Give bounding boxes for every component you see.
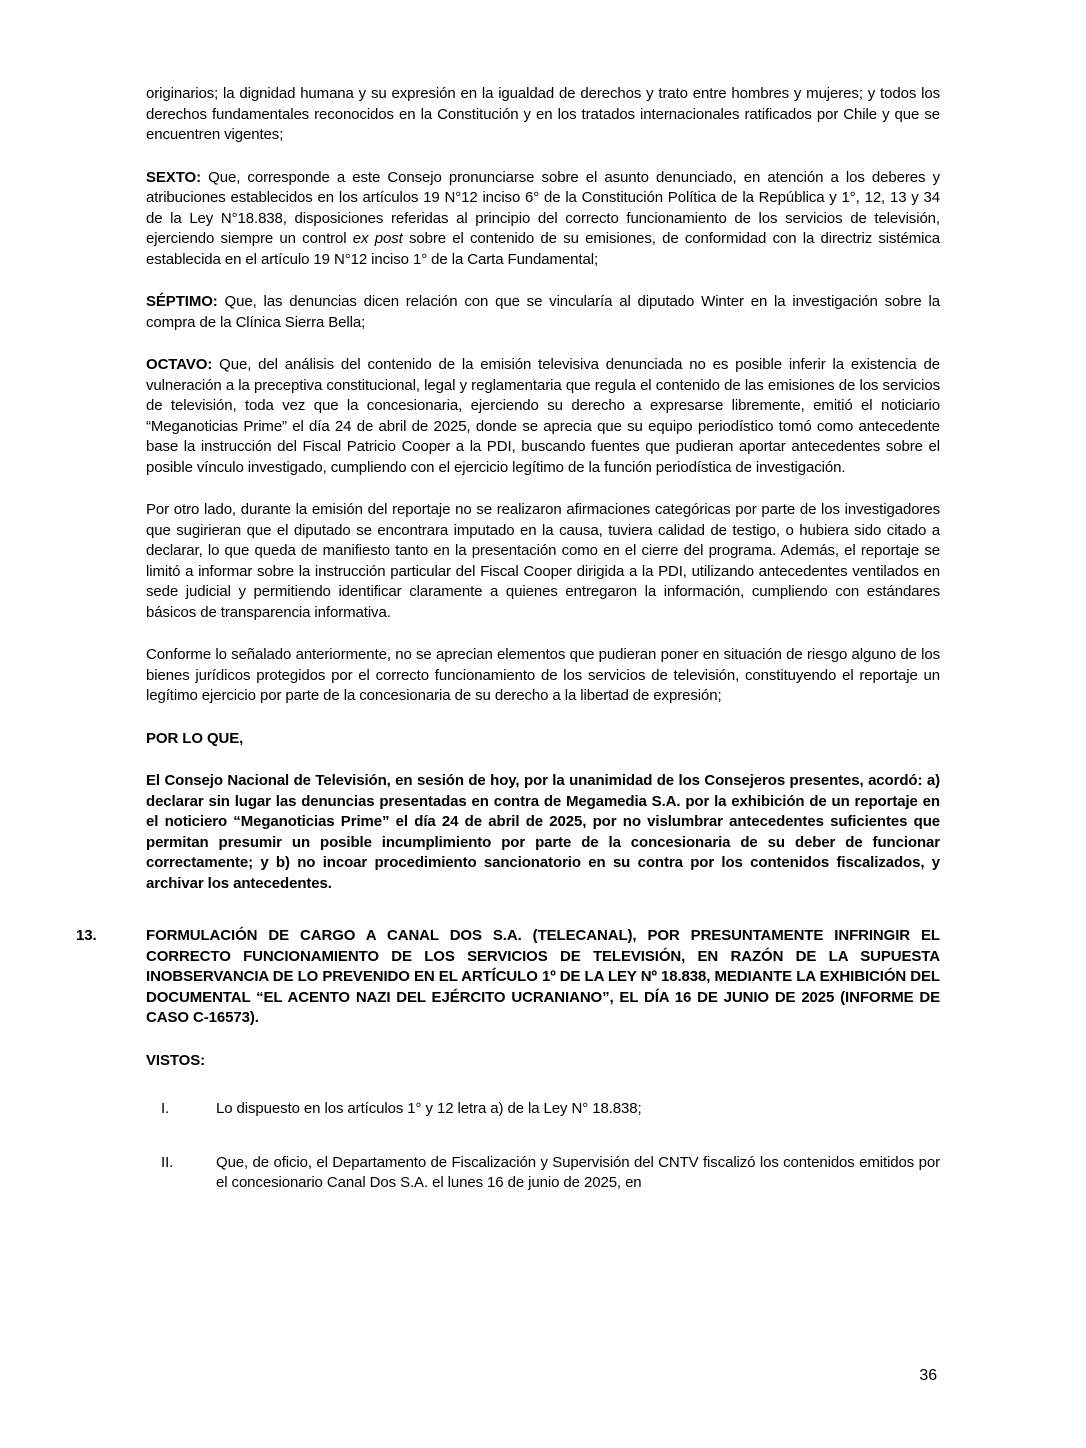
list-item-II xyxy=(146,1153,940,1194)
vistos-label: VISTOS: xyxy=(146,1051,206,1069)
page-number: 36 xyxy=(919,1367,937,1384)
item-13 xyxy=(76,926,940,1029)
octavo-label: OCTAVO: xyxy=(146,356,213,373)
paragraph-septimo xyxy=(146,292,940,333)
list-item-II-text: Que, de oficio, el Departamento de Fiscalización y Supervisión del CNTV fiscalizó los contenidos emitidos por el concesionario Canal Dos S.A. el lunes 16 de junio de 2025, en xyxy=(216,1153,940,1191)
paragraph-por-otro-lado: Por otro lado, durante la emisión del reportaje no se realizaron afirmaciones categóricas por parte de los investigadores que sugirieran que el diputado se encontrara imputado en la causa, tuviera calidad de testigo, o hubiera sido citado a declarar, lo que queda de manifiesto tanto en la presentación como en el cierre del programa. Además, el reportaje se limitó a informar sobre la instrucción particular del Fiscal Cooper dirigida a la PDI, utilizando antecedentes ventilados en sede judicial y permitiendo identificar claramente a quienes entregaron la información, cumpliendo con estándares básicos de transparencia informativa. xyxy=(146,501,940,621)
sexto-text-before: Que, corresponde a este Consejo pronunciarse sobre el asunto denunciado, en atención a los deberes y atribuciones establecidos en los artículos 19 N°12 inciso 6° de la Constitución Política de la República y 1°, 12, 13 y 34 de la Ley N°18.838, disposiciones referidas al principio del correcto funcionamiento de los servicios de televisión, ejerciendo siempre un control xyxy=(146,168,940,247)
octavo-text: Que, del análisis del contenido de la emisión televisiva denunciada no es posible inferir la existencia de vulneración a la preceptiva constitucional, legal y reglamentaria que regula el contenido de las emisiones de los servicios de televisión, toda vez que la concesionaria, ejerciendo su derecho a expresarse libremente, emitió el noticiario “Meganoticias Prime” el día 24 de abril de 2025, donde se aprecia que su equipo periodístico tomó como antecedente base la instrucción del Fiscal Patricio Cooper a la PDI, buscando fuentes que pudieran aportar antecedentes sobre el posible vínculo investigado, cumpliendo con el ejercicio legítimo de la función periodística de investigación. xyxy=(146,356,940,476)
sexto-label: SEXTO: xyxy=(146,168,201,186)
list-item-II-numeral: II. xyxy=(161,1153,174,1171)
paragraph-intro: originarios; la dignidad humana y su expresión en la igualdad de derechos y trato entre hombres y mujeres; y todos los derechos fundamentales reconocidos en la Constitución y en los tratados internacionales ratificados por Chile y que se encuentren vigentes; xyxy=(146,85,940,143)
paragraph-conforme: Conforme lo señalado anteriormente, no se aprecian elementos que pudieran poner en situación de riesgo alguno de los bienes jurídicos protegidos por el correcto funcionamiento de los servicios de televisión, constituyendo el reportaje un legítimo ejercicio por parte de la concesionaria de su derecho a la libertad de expresión; xyxy=(146,646,940,704)
septimo-text: Que, las denuncias dicen relación con que se vincularía al diputado Winter en la investigación sobre la compra de la Clínica Sierra Bella; xyxy=(146,293,940,331)
sexto-italic-phrase: ex post xyxy=(352,230,403,247)
list-item-I-text: Lo dispuesto en los artículos 1° y 12 letra a) de la Ley N° 18.838; xyxy=(216,1100,642,1117)
sexto-text-after: sobre el contenido de su emisiones, de conformidad con la directriz sistémica establecida en el artículo 19 N°12 inciso 1° de la Carta Fundamental; xyxy=(146,230,940,268)
paragraph-acuerdo: El Consejo Nacional de Televisión, en sesión de hoy, por la unanimidad de los Consejeros presentes, acordó: a) declarar sin lugar las denuncias presentadas en contra de Megamedia S.A. por la exhibición de un reportaje en el noticiero “Meganoticias Prime” el día 24 de abril de 2025, por no vislumbrar antecedentes suficientes que permitan presumir un posible incumplimiento por parte de la concesionaria de su deber de funcionar correctamente; y b) no incoar procedimiento sancionatorio en su contra por los contenidos fiscalizados, y archivar los antecedentes. xyxy=(146,772,940,892)
list-item-I xyxy=(146,1099,940,1120)
paragraph-por-lo-que: POR LO QUE, xyxy=(146,729,244,747)
list-item-I-numeral: I. xyxy=(161,1100,170,1117)
paragraph-sexto xyxy=(146,168,940,271)
paragraph-octavo xyxy=(146,355,940,478)
item-13-heading: FORMULACIÓN DE CARGO A CANAL DOS S.A. (TELECANAL), POR PRESUNTAMENTE INFRINGIR EL CORRECTO FUNCIONAMIENTO DE LOS SERVICIOS DE TELEVISIÓN, EN RAZÓN DE LA SUPUESTA INOBSERVANCIA DE LO PREVENIDO EN EL ARTÍCULO 1º DE LA LEY Nº 18.838, MEDIANTE LA EXHIBICIÓN DEL DOCUMENTAL “EL ACENTO NAZI DEL EJÉRCITO UCRANIANO”, EL DÍA 16 DE JUNIO DE 2025 (INFORME DE CASO C-16573). xyxy=(146,927,940,1026)
septimo-label: SÉPTIMO: xyxy=(146,293,218,310)
item-13-number: 13. xyxy=(76,927,97,944)
